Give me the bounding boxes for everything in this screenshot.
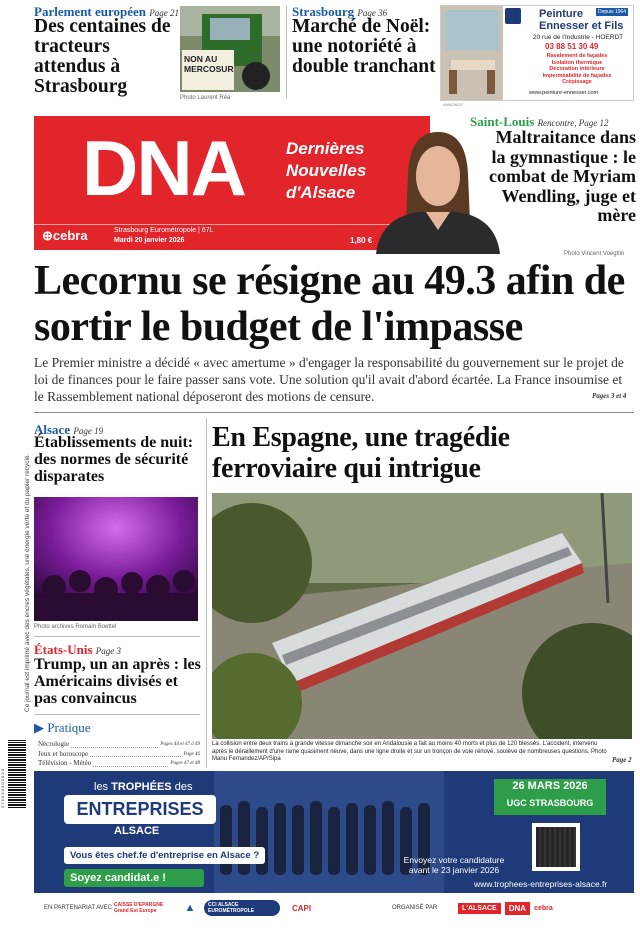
sponsor-cebra: ⊕cebra	[42, 228, 88, 243]
headline-tracteurs[interactable]: Des centaines de tracteurs attendus à Strasbourg	[34, 16, 171, 97]
dna-logo: DNA	[82, 124, 245, 212]
tractor-photo	[180, 6, 280, 92]
ad-date: 26 MARS 2026	[512, 780, 588, 792]
triangle-right-icon: ▶	[34, 720, 44, 735]
photo-credit-portrait: Photo Vincent Voegtlin	[564, 251, 625, 257]
headline-marche-noel[interactable]: Marché de Noël: une notoriété à double tranchant	[292, 16, 436, 77]
side-story[interactable]	[470, 128, 636, 248]
headline-espagne[interactable]: En Espagne, une tragédie ferroviaire qui intrigue	[212, 422, 510, 484]
ennesser-services: Ravalement de façades Isolation thermique Décoration intérieure Imperméabilité de façades Crépissage	[542, 53, 612, 86]
qr-code-icon[interactable]	[532, 823, 580, 871]
kicker-parlement[interactable]: Parlement européen Page 21	[34, 4, 180, 19]
price: 1,80 €	[350, 236, 373, 245]
ad-send: Envoyez votre candidature avant le 23 janvier 2026	[403, 855, 505, 875]
pratique-item[interactable]: Télévision - Météo Pages 47 et 48	[38, 759, 200, 767]
ennesser-badge: Depuis 1964	[598, 9, 627, 15]
partners-strip: EN PARTENARIAT AVEC CAISSE D'EPARGNE Grand Est Europe ▲ CCI ALSACE EUROMÉTROPOLE CAPI ORGANISÉ PAR L'ALSACE DNA cebra	[44, 902, 553, 914]
photo-credit-nightclub: Photo archives Romain Boettel	[34, 624, 117, 630]
headline-trump[interactable]: Trump, un an après : les Américains divisés et pas convaincus	[34, 656, 201, 707]
barcode	[8, 740, 26, 808]
ad-cta-button[interactable]: Soyez candidat.e !	[64, 869, 204, 887]
org-cebra[interactable]: cebra	[534, 904, 553, 912]
kicker-etats-unis[interactable]: États-Unis Page 3	[34, 642, 122, 657]
ad-small-label: ANNONCE	[443, 102, 464, 107]
ennesser-brand: Peinture Ennesser et Fils	[539, 8, 624, 32]
pages-lecornu: Pages 3 et 4	[592, 392, 627, 400]
ad-alsace: ALSACE	[114, 825, 160, 837]
pratique-title[interactable]: ▶ Pratique	[34, 720, 91, 735]
ennesser-logo-icon	[505, 8, 521, 24]
barcode-code: 3 7 6 6 5 9 4 0 2 0 0 0	[0, 769, 5, 808]
barcode-code-wrap	[0, 740, 8, 808]
ennesser-ad[interactable]	[440, 5, 634, 107]
headline-maltraitance: Maltraitance dans la gymnastique : le combat de Myriam Wendling, juge et mère	[489, 127, 636, 225]
org-dna[interactable]: DNA	[505, 902, 530, 915]
ad-les: les TROPHÉES des	[94, 781, 193, 793]
vertical-note-wrap	[24, 402, 32, 712]
org-lalsace[interactable]: L'ALSACE	[458, 903, 501, 914]
nightclub-photo	[34, 497, 198, 621]
partner-cci[interactable]: CCI ALSACE EUROMÉTROPOLE	[204, 900, 280, 916]
partner-capi[interactable]: CAPI	[292, 903, 312, 913]
ennesser-address: 20 rue de l'Industrie - HOERDT	[533, 34, 624, 41]
partner-caisse[interactable]: CAISSE D'EPARGNE Grand Est Europe	[114, 902, 164, 914]
vertical-note: Ce journal est imprimé avec des encres végétales, une énergie verte et du papier recyclé.	[24, 453, 31, 712]
ad-url[interactable]: www.trophees-entreprises-alsace.fr	[474, 879, 608, 889]
train-photo	[212, 493, 632, 739]
headline-lecornu[interactable]: Lecornu se résigne au 49.3 afin de sortir le budget de l'impasse	[34, 258, 625, 350]
kicker-alsace[interactable]: Alsace Page 19	[34, 422, 104, 437]
partner-mountain-icon: ▲	[184, 902, 196, 914]
page-espagne: Page 2	[612, 756, 632, 764]
ad-question: Vous êtes chef.fe d'entreprise en Alsace ?	[64, 847, 265, 864]
ennesser-url: www.peinture-ennesser.com	[529, 90, 599, 96]
lead-lecornu: Le Premier ministre a décidé « avec amertume » d'engager la responsabilité du gouvernement sur le projet de loi de finances pour le faire passer sans vote. Une solution qu'il avait d'abord écartée. La France insoumise et le Rassemblement national déposeront des motions de censure.	[34, 355, 624, 404]
tractor-sign-text: NON AU MERCOSUR	[184, 54, 234, 74]
pratique-item[interactable]: Nécrologie Pages 44 et 47 à 49	[38, 740, 200, 748]
kicker-saint-louis[interactable]: Saint-Louis Rencontre, Page 12	[470, 114, 609, 129]
ad-interior-photo	[441, 6, 503, 100]
trophees-ad[interactable]	[34, 771, 634, 893]
photo-credit-tracteurs: Photo Laurent Réa	[180, 95, 231, 101]
pratique-item[interactable]: Jeux et horoscope Page 46	[38, 749, 200, 758]
kicker-strasbourg[interactable]: Strasbourg Page 36	[292, 4, 388, 19]
cebra-icon: ⊕	[42, 228, 53, 243]
masthead-title: Dernières Nouvelles d'Alsace	[286, 139, 367, 202]
headline-etablissements[interactable]: Établissements de nuit: des normes de sécurité disparates	[34, 434, 194, 485]
edition-info: Strasbourg Eurométropole | 67L Mardi 20 janvier 2026	[114, 227, 214, 244]
ad-entreprises: ENTREPRISES	[64, 795, 216, 824]
ad-venue: UGC STRASBOURG	[506, 798, 594, 808]
pratique-list	[38, 740, 200, 769]
ennesser-phone: 03 88 51 30 49	[545, 42, 599, 51]
caption-espagne: La collision entre deux trains à grande vitesse dimanche soir en Andalousie a fait au moins 40 morts et plus de 120 blessés. L'accident, intervenu après le déraillement d'une rame quasiment neuve, dans une ligne droite et sur un tronçon de voie rénové, soulève de nombreuses questions. Photo Manu Fernandez/AP/Sipa	[212, 741, 607, 762]
